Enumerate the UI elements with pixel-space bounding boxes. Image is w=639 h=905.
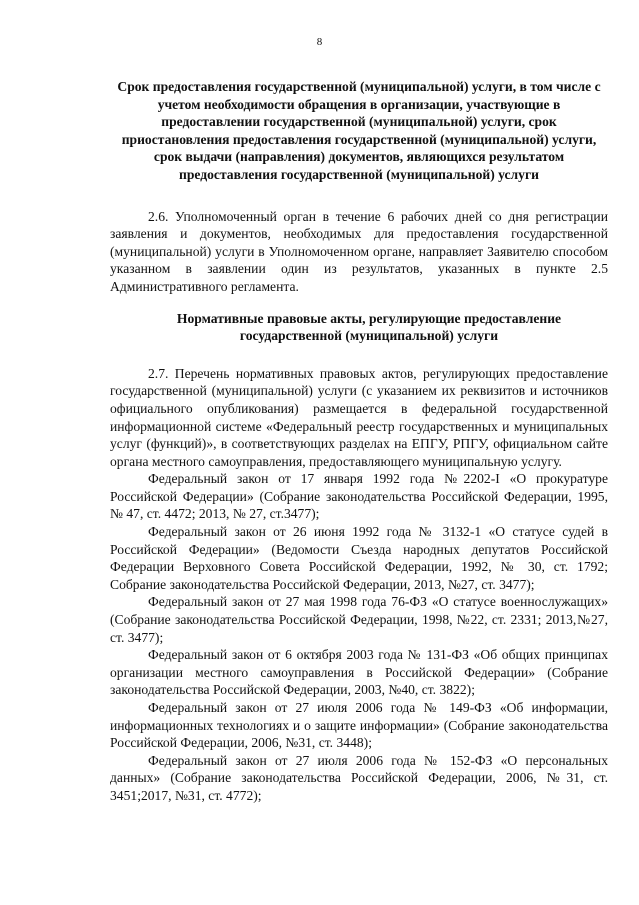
law-item: Федеральный закон от 17 января 1992 года №2202-I «О прокуратуре Российской Федерации» (Собрание законодательства Российской Федерации, 1995, № 47, ст. 4472; 2013, № 27, ст.3477); [110, 471, 608, 522]
section-heading-term: Срок предоставления государственной (муниципальной) услуги, в том числе с учетом необходимости обращения в организации, участвующие в предоставлении государственной (муниципальной) услуги, срок приостановления предоставления государственной (муниципальной) услуги, срок выдачи (направления) документов, являющихся результатом предоставления государственной (муниципальной) услуги [117, 79, 601, 182]
law-item: Федеральный закон от 27 июля 2006 года № 152-ФЗ «О персональных данных» (Собрание законодательства Российской Федерации, 2006, №31, ст. 3451;2017, №31, ст. 4772); [110, 752, 608, 803]
paragraph-2-7: 2.7. Перечень нормативных правовых актов, регулирующих предоставление государственной (муниципальной) услуги (с указанием их реквизитов и источников официального опубликования) размещается в федеральной государственной информационной системе «Федеральный реестр государственных и муниципальных услуг (функций)», в соответствующих разделах на ЕПГУ, РПГУ, официальном сайте органа местного самоуправления, предоставляющего муниципальную услугу. [110, 365, 608, 469]
page-content [110, 78, 608, 805]
law-item: Федеральный закон от 27 июля 2006 года № 149-ФЗ «Об информации, информационных технологиях и о защите информации» (Собрание законодательства Российской Федерации, 2006, №31, ст. 3448); [110, 700, 608, 751]
paragraph-2-6: 2.6. Уполномоченный орган в течение 6 рабочих дней со дня регистрации заявления и документов, необходимых для предоставления государственной (муниципальной) услуги в Уполномоченном органе, направляет Заявителю способом указанном в заявлении один из результатов, указанных в пункте 2.5 Административного регламента. [110, 208, 608, 294]
law-item: Федеральный закон от 27 мая 1998 года 76-ФЗ «О статусе военнослужащих» (Собрание законодательства Российской Федерации, 1998, №22, ст. 2331; 2013,№27, ст. 3477); [110, 594, 608, 645]
law-item: Федеральный закон от 6 октября 2003 года № 131-ФЗ «Об общих принципах организации местного самоуправления в Российской Федерации» (Собрание законодательства Российской Федерации, 2003, №40, ст. 3822); [110, 647, 608, 698]
section-heading-legal-acts: Нормативные правовые акты, регулирующие предоставление государственной (муниципальной) услуги [176, 310, 562, 344]
page-number: 8 [316, 36, 323, 48]
law-item: Федеральный закон от 26 июня 1992 года № 3132-1 «О статусе судей в Российской Федерации» (Ведомости Съезда народных депутатов Российской Федерации Верховного Совета Российской Федерации, 1992, № 30, ст. 1792; Собрание законодательства Российской Федерации, 2013, №27, ст. 3477); [110, 524, 608, 592]
